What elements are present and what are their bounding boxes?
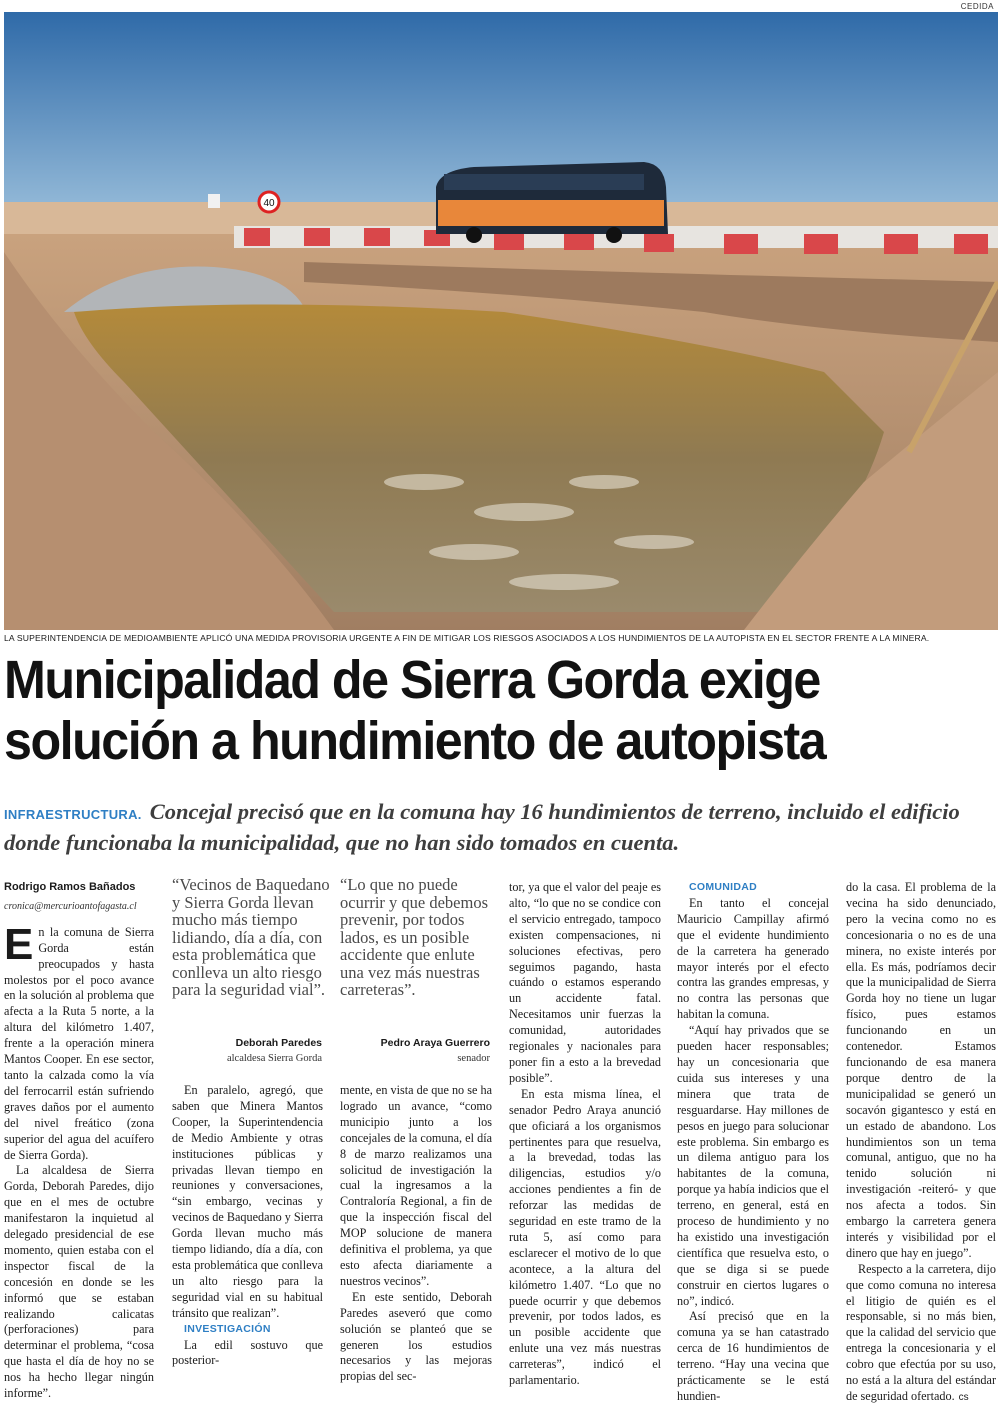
deck-text: Concejal precisó que en la comuna hay 16 hundimientos de terreno, incluido el edificio donde funcionaba la municipalidad, que no han sido tomados en cuenta. [4,799,960,855]
headline-line2: solución a hundimiento de autopista [4,711,826,771]
paragraph: do la casa. El problema de la vecina ha sido denunciado, pero la vecina como no es concesionaria o no es de una minera, no existe interés por ella. Es más, podríamos decir que la municipalidad de Sierra Gorda hoy no tiene un lugar físico, pues estamos funcionando en un contenedor. Estamos funcionando de esa manera porque dentro de la municipalidad se generó un socavón gigantesco y está en un estado de abandono. Los hundimientos son un tema comunal, antiguo, que no ha tenido solución ni investigación -reiteró- y que nos afecta a todos. Sin embargo la carretera genera interés y visibilidad por el dinero que hay en juego”. [846,880,996,1260]
bus [436,162,668,243]
author-name: Rodrigo Ramos Bañados [4,881,136,893]
deck-kicker: INFRAESTRUCTURA. [4,807,142,822]
headline-line1: Municipalidad de Sierra Gorda exige [4,650,820,710]
paragraph: En esta misma línea, el senador Pedro Araya anunció que oficiará a los organismos pertinentes para que resuelva, a la brevedad, todas las diligencias, estudios y/o acciones pendientes a fin de reforzar las medidas de seguridad en este tramo de la ruta 5, así como para esclarecer el motivo de lo que acontece, a la altura del kilómetro 1.407. “Lo que no puede ocurrir y que debemos prevenir, por todos lados, es un posible accidente que enlute una vez más nuestras carreteras”, indicó el parlamentario. [509,1086,661,1388]
article-column-2 [172,1083,323,1369]
pull-quote-2: “Lo que no puede ocurrir y que debemos prevenir, por todos lados, es un posible accidente que enlute una vez más nuestras carreteras”. [340,875,488,999]
article-column-5 [677,880,829,1405]
section-heading: COMUNIDAD [689,881,758,893]
paragraph: La edil sostuvo que posterior- [172,1337,323,1368]
article-column-3 [340,1083,492,1385]
speed-sign-value: 40 [263,198,275,209]
paragraph: En la comuna de Sierra Gorda están preocupados y hasta molestos por el poco avance en la solución al problema que afecta a la Ruta 5 norte, a la altura del kilómetro 1.407, frente a la operación minera Mantos Cooper. En ese sector, tanto la calzada como la vía del ferrocarril están sufriendo graves daños por el aumento del nivel freático (zona superior del agua del acuífero de Sierra Gorda). [4,919,154,1162]
paragraph: “Aquí hay privados que se pueden hacer responsables; hay un concesionaria que cuida sus intereses y una minera que trata de resguardarse. Hay millones de pesos en juego para solucionar este problema. Sin embargo es un dilema antiguo para los habitantes de la comuna, porque ya había indicios que el terreno, en general, está en proceso de hundimiento y no ha existido una investigación científica que resuelva esto, o que se diga si se puede construir en ciertos lugares o no”, indicó. [677,1023,829,1308]
paragraph: tor, ya que el valor del peaje es alto, “lo que no se condice con el servicio entregado, tampoco existen compensaciones, ni soluciones efectivas, pero seguimos pagando, hasta cuándo o estamos esperando un accidente fatal. Necesitamos unir fuerzas la comunidad, autoridades regionales y nacionales para poner fin a esto a la brevedad posible”. [509,880,661,1085]
author-email[interactable]: cronica@mercurioantofagasta.cl [4,900,137,912]
article-column-6 [846,880,996,1406]
paragraph: En paralelo, agregó, que saben que Minera Mantos Cooper, la Superintendencia de Medio Ambiente y otras instituciones públicas y privadas llevan tiempo en reuniones y conversaciones, “sin embargo, vecinas y vecinos de Baquedano y Sierra Gorda llevan mucho más tiempo lidiando, día a día, con esta problemática que conlleva un alto riesgo para la seguridad vial en su habitual tránsito que realizan”. [172,1083,323,1320]
paragraph: Así precisó que en la comuna ya se han catastrado cerca de 16 hundimientos de terreno. “Hay una vecina que prácticamente se le está hundien- [677,1309,829,1403]
article-column-4 [509,880,661,1389]
article-column-1 [4,880,154,1402]
quote1-name: Deborah Paredes [235,1037,322,1049]
pull-quote-1: “Vecinos de Baquedano y Sierra Gorda llevan mucho más tiempo lidiando, día a día, con esta problemática que conlleva un alto riesgo para la seguridad vial”. [172,875,330,999]
paragraph: mente, en vista de que no se ha logrado un avance, “como municipio junto a los concejales de la comuna, el día 8 de marzo realizamos una solicitud de investigación la cual la ingresamos a la Contraloría Regional, a fin de que la inspección fiscal del MOP solucione de manera definitiva el problema, ya que esto afecta diariamente a nuestros vecinos”. [340,1083,492,1288]
paragraph: La alcaldesa de Sierra Gorda, Deborah Paredes, dijo que en el mes de octubre manifestaron la inquietud al delegado presidencial de ese momento, quien estaba con el inspector fiscal de la concesión en donde se les informó que se estaban realizando calicatas (perforaciones) para determinar el problema, “cosa que hasta el día de hoy no se nos ha hecho llegar ningún informe”. [4,1163,154,1401]
paragraph: En tanto el concejal Mauricio Campillay afirmó que el evidente hundimiento de la carretera ha generado mayor interés por el efecto contra las grandes empresas, y no contra las personas que habitan la comuna. [677,895,829,1022]
news-photo [4,12,998,630]
quote2-name: Pedro Araya Guerrero [380,1037,490,1049]
section-heading: INVESTIGACIÓN [184,1322,271,1335]
paragraph: Respecto a la carretera, dijo que como comuna no interesa el litigio de quién es el responsable, si no más bien, que la calidad del servicio que entrega la concesionaria y el cobro que efectúa por su uso, no está a la altura del estándar de seguridad ofertado. cs [846,1261,996,1403]
deck [4,798,994,857]
end-mark-icon: cs [958,1392,969,1403]
paragraph: En este sentido, Deborah Paredes aseveró que como solución se planteó que se generen los estudios necesarios y las mejoras propias del sec- [340,1289,492,1384]
photo-caption: LA SUPERINTENDENCIA DE MEDIOAMBIENTE APLICÓ UNA MEDIDA PROVISORIA URGENTE A FIN DE MITIGAR LOS RIESGOS ASOCIADOS A LOS HUNDIMIENTOS DE LA AUTOPISTA EN EL SECTOR FRENTE A LA MINERA. [4,633,930,643]
photo-credit: CEDIDA [960,2,994,11]
drop-cap: E [4,919,34,969]
quote2-role: senador [457,1053,490,1064]
headline [4,650,925,772]
quote1-role: alcaldesa Sierra Gorda [226,1053,322,1064]
